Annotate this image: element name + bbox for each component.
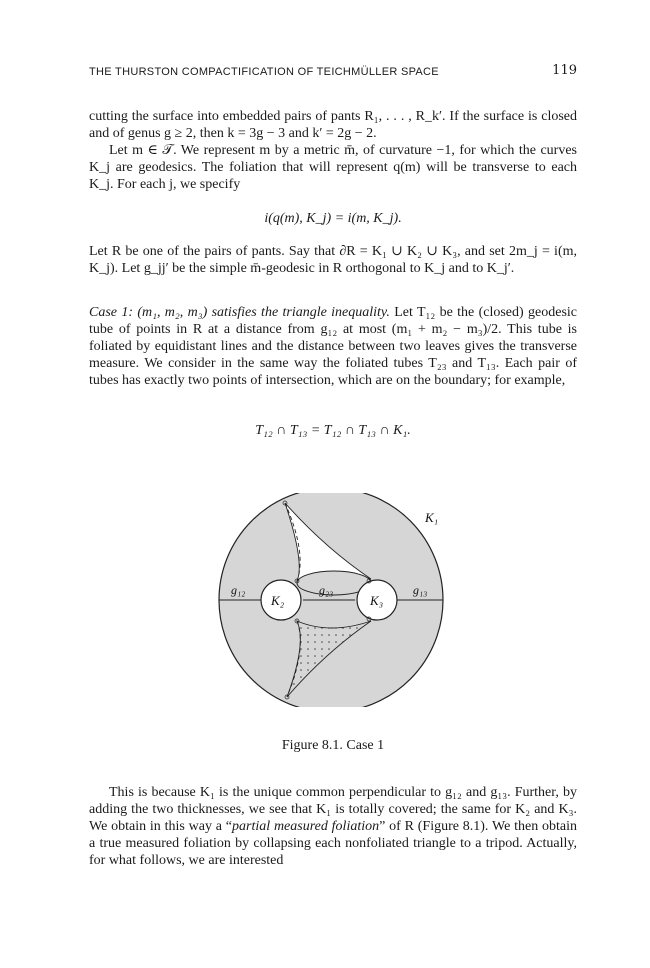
paragraph-5-text-b: ” of R (Figure 8.1). We then obtain a true measured foliation by collapsing each nonfoliated triangle to a tripod. Actually, for what follows, we are interested xyxy=(89,819,577,868)
label-g12: g₁₂ xyxy=(231,583,246,597)
paragraph-5 xyxy=(89,784,577,869)
paragraph-5-emphasis: partial measured foliation xyxy=(232,819,380,834)
label-k2: K₂ xyxy=(271,593,285,608)
running-title: THE THURSTON COMPACTIFICATION OF TEICHMÜLLER SPACE xyxy=(89,66,439,78)
pants-diagram xyxy=(215,493,447,707)
figure-caption: Figure 8.1. Case 1 xyxy=(281,738,385,753)
paragraph-2-text: Let m ∈ 𝒯. We represent m by a metric m̄, of curvature −1, for which the curves K_j are geodesics. The foliation that will represent q(m) will be transverse to each K_j. For each j, we specify xyxy=(89,143,577,192)
paragraph-4-text: Let T₁₂ be the (closed) geodesic tube of points in R at a distance from g₁₂ at most (m₁ + m₂ − m₃)/2. This tube is foliated by equidistant lines and the distance between two leaves gives the transverse measure. We consider in the same way the foliated tubes T₂₃ and T₁₃. Each pair of tubes has exactly two points of intersection, which are on the boundary; for example, xyxy=(89,305,577,388)
case-1-heading: Case 1: (m₁, m₂, m₃) satisfies the triangle inequality. xyxy=(89,305,390,320)
paragraph-3 xyxy=(89,243,577,277)
paragraph-4 xyxy=(89,304,577,389)
figure-8-1 xyxy=(215,493,447,707)
page-number: 119 xyxy=(552,63,577,78)
paragraph-3-text: Let R be one of the pairs of pants. Say that ∂R = K₁ ∪ K₂ ∪ K₃, and set 2m_j = i(m, K_j). Let g_jj′ be the simple m̄-geodesic in R orthogonal to K_j and to K_j′. xyxy=(89,244,577,276)
paragraph-1-text: cutting the surface into embedded pairs of pants R₁, . . . , R_k′. If the surface is closed and of genus g ≥ 2, then k = 3g − 3 and k′ = 2g − 2. xyxy=(89,109,577,141)
paragraph-1 xyxy=(89,108,577,193)
equation-2: T₁₂ ∩ T₁₃ = T₁₂ ∩ T₁₃ ∩ K₁. xyxy=(255,423,411,438)
label-k3: K₃ xyxy=(370,593,384,608)
label-g13: g₁₃ xyxy=(413,583,428,597)
equation-1: i(q(m), K_j) = i(m, K_j). xyxy=(264,211,402,226)
label-k1: K₁ xyxy=(425,510,439,525)
label-g23: g₂₃ xyxy=(319,583,334,597)
paragraph-5-text-a: This is because K₁ is the unique common perpendicular to g₁₂ and g₁₃. Further, by adding the two thicknesses, we see that K₁ is totally covered; the same for K₂ and K₃. We obtain in this way a “ xyxy=(89,785,577,834)
